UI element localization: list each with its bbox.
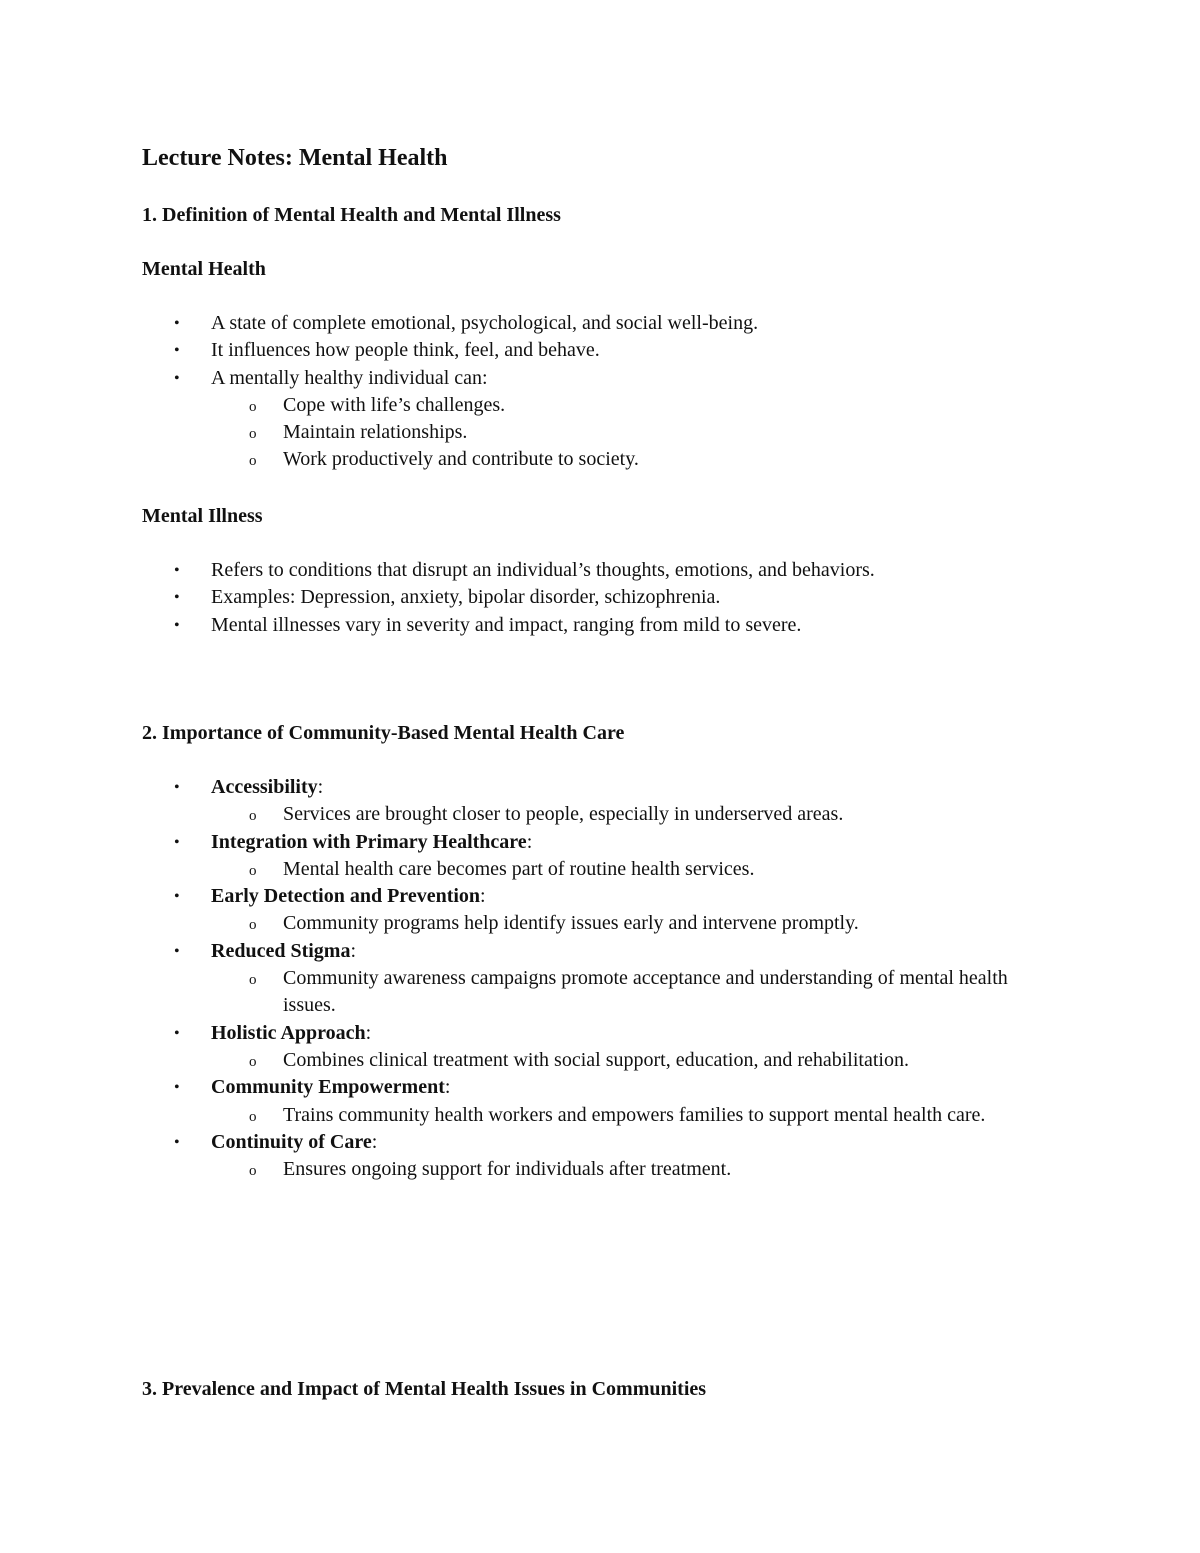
sub-list-item: o Services are brought closer to people, especially in underserved areas. [0,801,1073,828]
bullet-icon: • [174,833,180,851]
bullet-icon: • [174,315,180,332]
sub-bullet-icon: o [249,1108,257,1125]
sub-bullet-icon: o [249,862,257,879]
bullet-icon: • [174,562,180,579]
section-3-heading: 3. Prevalence and Impact of Mental Health Issues in Communities [142,1378,707,1400]
page-title: Lecture Notes: Mental Health [142,145,448,171]
bullet-icon: • [174,888,180,906]
list-item: • Reduced Stigma: [0,938,1071,965]
sub-bullet-icon: o [249,426,257,443]
list-item: • Examples: Depression, anxiety, bipolar disorder, schizophrenia. [0,584,1071,611]
mental-health-heading: Mental Health [142,258,266,280]
list-item: • Refers to conditions that disrupt an individual’s thoughts, emotions, and behaviors. [0,557,1071,584]
sub-list-item: o Mental health care becomes part of routine health services. [0,856,1073,883]
mental-illness-heading: Mental Illness [142,505,263,527]
list-item: • Early Detection and Prevention: [0,883,1071,910]
sub-bullet-icon: o [249,972,257,989]
community-care-list [0,774,1073,1183]
bullet-icon: • [174,779,180,796]
sub-list-item: o Trains community health workers and empowers families to support mental health care. [0,1102,1073,1129]
sub-bullet-icon: o [249,453,257,470]
bullet-icon: • [174,342,180,360]
sub-list-item: o Ensures ongoing support for individuals after treatment. [0,1156,1073,1183]
sub-list-item: o Community awareness campaigns promote acceptance and understanding of mental health issues. [249,967,1008,1017]
sub-bullet-icon: o [249,1053,257,1070]
sub-bullet-icon: o [249,917,257,934]
sub-list-item: o Work productively and contribute to society. [0,446,1073,473]
sub-list-item: o Maintain relationships. [0,419,1073,446]
list-item: • It influences how people think, feel, and behave. [0,337,1071,364]
sub-bullet-icon: o [249,398,257,415]
sub-list-item: o Combines clinical treatment with social support, education, and rehabilitation. [0,1047,1073,1074]
section-2-heading: 2. Importance of Community-Based Mental Health Care [142,722,625,744]
list-item: • A mentally healthy individual can: [0,365,1071,392]
sub-list-item: o Cope with life’s challenges. [0,392,1073,419]
list-item: • Holistic Approach: [0,1020,1071,1047]
mental-illness-list [0,557,1071,639]
list-item: • Continuity of Care: [0,1129,1071,1156]
sub-bullet-icon: o [249,1163,257,1180]
sub-list-item: o Community programs help identify issues early and intervene promptly. [0,910,1073,937]
list-item: • A state of complete emotional, psychological, and social well-being. [0,310,1071,337]
list-item: • Integration with Primary Healthcare: [0,829,1071,856]
bullet-icon: • [174,589,180,607]
list-item: • Mental illnesses vary in severity and impact, ranging from mild to severe. [0,612,1071,639]
list-item: • Accessibility: [0,774,1071,801]
bullet-icon: • [174,1079,180,1097]
bullet-icon: • [174,1024,180,1042]
list-item: • Community Empowerment: [0,1074,1071,1101]
bullet-icon: • [174,369,180,387]
bullet-icon: • [174,942,180,960]
sub-bullet-icon: o [249,808,257,825]
bullet-icon: • [174,1133,180,1151]
section-1-heading: 1. Definition of Mental Health and Mental Illness [142,204,561,226]
mental-health-list [0,310,1073,474]
bullet-icon: • [174,616,180,634]
